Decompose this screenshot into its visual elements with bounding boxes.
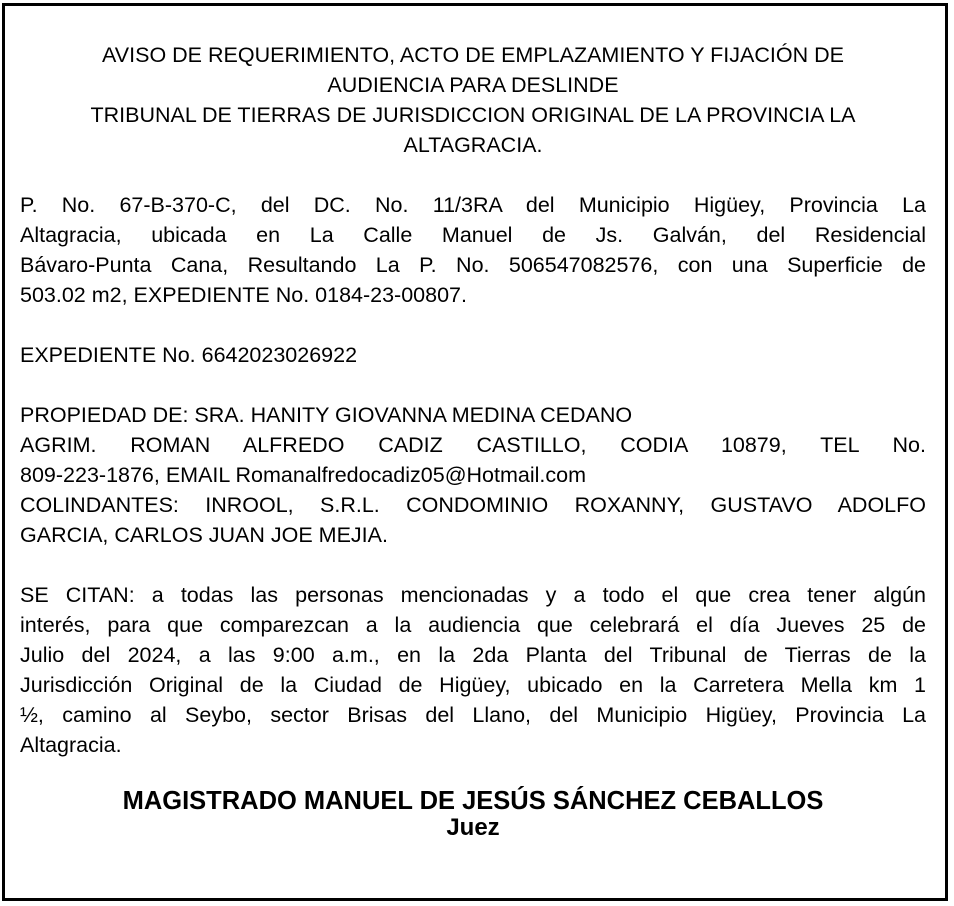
judge-role: Juez [446, 814, 500, 841]
header-line: AUDIENCIA PARA DESLINDE [327, 73, 619, 97]
summons-line: Jurisdicción Original de la Ciudad de Higüey, ubicado en la Carretera Mella km 1 [20, 673, 926, 697]
neighbors-line-end: GARCIA, CARLOS JUAN JOE MEJIA. [20, 523, 388, 547]
expediente-text: EXPEDIENTE No. 6642023026922 [20, 343, 358, 367]
parcel-line: Altagracia, ubicada en La Calle Manuel de Js. Galván, del Residencial [20, 223, 926, 247]
surveyor-contact-line: 809-223-1876, EMAIL Romanalfredocadiz05@Hotmail.com [20, 463, 586, 487]
owner-line: PROPIEDAD DE: SRA. HANITY GIOVANNA MEDINA CEDANO [20, 403, 633, 427]
summons-line: Julio del 2024, a las 9:00 a.m., en la 2da Planta del Tribunal de Tierras de la [20, 643, 926, 667]
parcel-line: 503.02 m2, EXPEDIENTE No. 0184-23-00807. [20, 283, 467, 307]
notice-body [20, 40, 926, 760]
parcel-line: Bávaro-Punta Cana, Resultando La P. No. 506547082576, con una Superficie de [20, 253, 926, 277]
summons-line: interés, para que comparezcan a la audiencia que celebrará el día Jueves 25 de [20, 613, 926, 637]
summons-line: Altagracia. [20, 733, 122, 757]
signature-block [20, 786, 926, 839]
judge-name: MAGISTRADO MANUEL DE JESÚS SÁNCHEZ CEBALLOS [122, 787, 824, 815]
header-line: TRIBUNAL DE TIERRAS DE JURISDICCION ORIGINAL DE LA PROVINCIA LA [90, 103, 856, 127]
neighbors-line: COLINDANTES: INROOL, S.R.L. CONDOMINIO ROXANNY, GUSTAVO ADOLFO [20, 493, 926, 517]
notice-header [20, 40, 926, 160]
parcel-line: P. No. 67-B-370-C, del DC. No. 11/3RA del Municipio Higüey, Provincia La [20, 193, 926, 217]
header-line: AVISO DE REQUERIMIENTO, ACTO DE EMPLAZAMIENTO Y FIJACIÓN DE [102, 43, 844, 67]
header-line: ALTAGRACIA. [403, 133, 543, 157]
summons-paragraph [20, 580, 926, 760]
summons-line: ½, camino al Seybo, sector Brisas del Llano, del Municipio Higüey, Provincia La [20, 703, 926, 727]
expediente-line [20, 340, 926, 370]
parties-paragraph [20, 400, 926, 550]
surveyor-line: AGRIM. ROMAN ALFREDO CADIZ CASTILLO, CODIA 10879, TEL No. [20, 433, 926, 457]
parcel-paragraph [20, 190, 926, 310]
summons-line: SE CITAN: a todas las personas mencionadas y a todo el que crea tener algún [20, 583, 926, 607]
